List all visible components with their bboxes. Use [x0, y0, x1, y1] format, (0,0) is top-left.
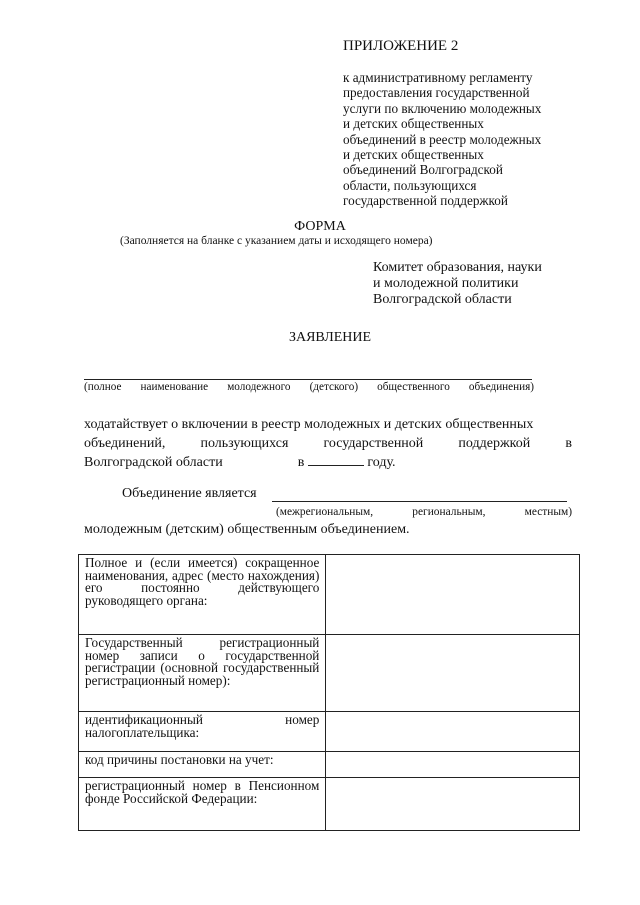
row-label: Государственный регистрационный номер записи о государственной регистрации (основной государственный регистрационный номер):: [79, 635, 326, 712]
row-value-field[interactable]: [326, 555, 580, 635]
addressee-line: и молодежной политики: [373, 276, 519, 292]
region-text: Волгоградской области: [84, 455, 223, 470]
union-type-tail: молодежным (детским) общественным объединением.: [84, 522, 410, 537]
appendix-line: области, пользующихся: [343, 177, 477, 193]
union-type-field[interactable]: [272, 501, 567, 502]
in-text: в: [297, 455, 305, 470]
table-row: [79, 752, 580, 778]
appendix-line: предоставления государственной: [343, 85, 530, 101]
registration-table: [78, 554, 580, 831]
organization-name-field[interactable]: [84, 379, 532, 380]
appendix-description: [343, 70, 579, 209]
row-label: регистрационный номер в Пенсионном фонде Российской Федерации:: [79, 778, 326, 831]
row-label: идентификационный номер налогоплательщика:: [79, 712, 326, 752]
appendix-line: государственной поддержкой: [343, 193, 508, 209]
row-value-field[interactable]: [326, 635, 580, 712]
year-field[interactable]: [308, 453, 364, 466]
row-value-field[interactable]: [326, 778, 580, 831]
statement-title: ЗАЯВЛЕНИЕ: [288, 330, 372, 345]
addressee-block: [373, 260, 542, 309]
row-label: Полное и (если имеется) сокращенное наименования, адрес (место нахождения) его постоянно действующего руководящего органа:: [79, 555, 326, 635]
addressee-line: Волгоградской области: [373, 292, 512, 308]
petition-line: ходатайствует о включении в реестр молодежных и детских общественных: [84, 417, 534, 432]
union-type-caption: (межрегиональным, региональным, местным): [276, 506, 572, 518]
addressee-line: Комитет образования, науки: [373, 260, 542, 275]
appendix-line: к административному регламенту: [343, 70, 533, 85]
appendix-line: объединений в реестр молодежных: [343, 131, 542, 147]
petition-paragraph: [84, 415, 572, 472]
appendix-line: услуги по включению молодежных: [343, 100, 542, 116]
appendix-line: и детских общественных: [343, 147, 484, 163]
organization-name-caption: (полное наименование молодежного (детского) общественного объединения): [84, 381, 534, 393]
row-label: код причины постановки на учет:: [79, 752, 326, 778]
appendix-line: и детских общественных: [343, 116, 484, 132]
year-text: году.: [367, 455, 396, 470]
petition-line: [84, 453, 572, 472]
table-row: [79, 778, 580, 831]
table-row: [79, 635, 580, 712]
form-title: ФОРМА: [294, 219, 346, 234]
table-row: [79, 555, 580, 635]
row-value-field[interactable]: [326, 712, 580, 752]
table-row: [79, 712, 580, 752]
petition-line: объединений, пользующихся государственной поддержкой в: [84, 436, 572, 451]
union-type-label: Объединение является: [122, 486, 257, 501]
row-value-field[interactable]: [326, 752, 580, 778]
appendix-line: объединений Волгоградской: [343, 162, 503, 178]
appendix-title: ПРИЛОЖЕНИЕ 2: [343, 38, 459, 54]
form-note: (Заполняется на бланке с указанием даты и исходящего номера): [120, 235, 433, 247]
